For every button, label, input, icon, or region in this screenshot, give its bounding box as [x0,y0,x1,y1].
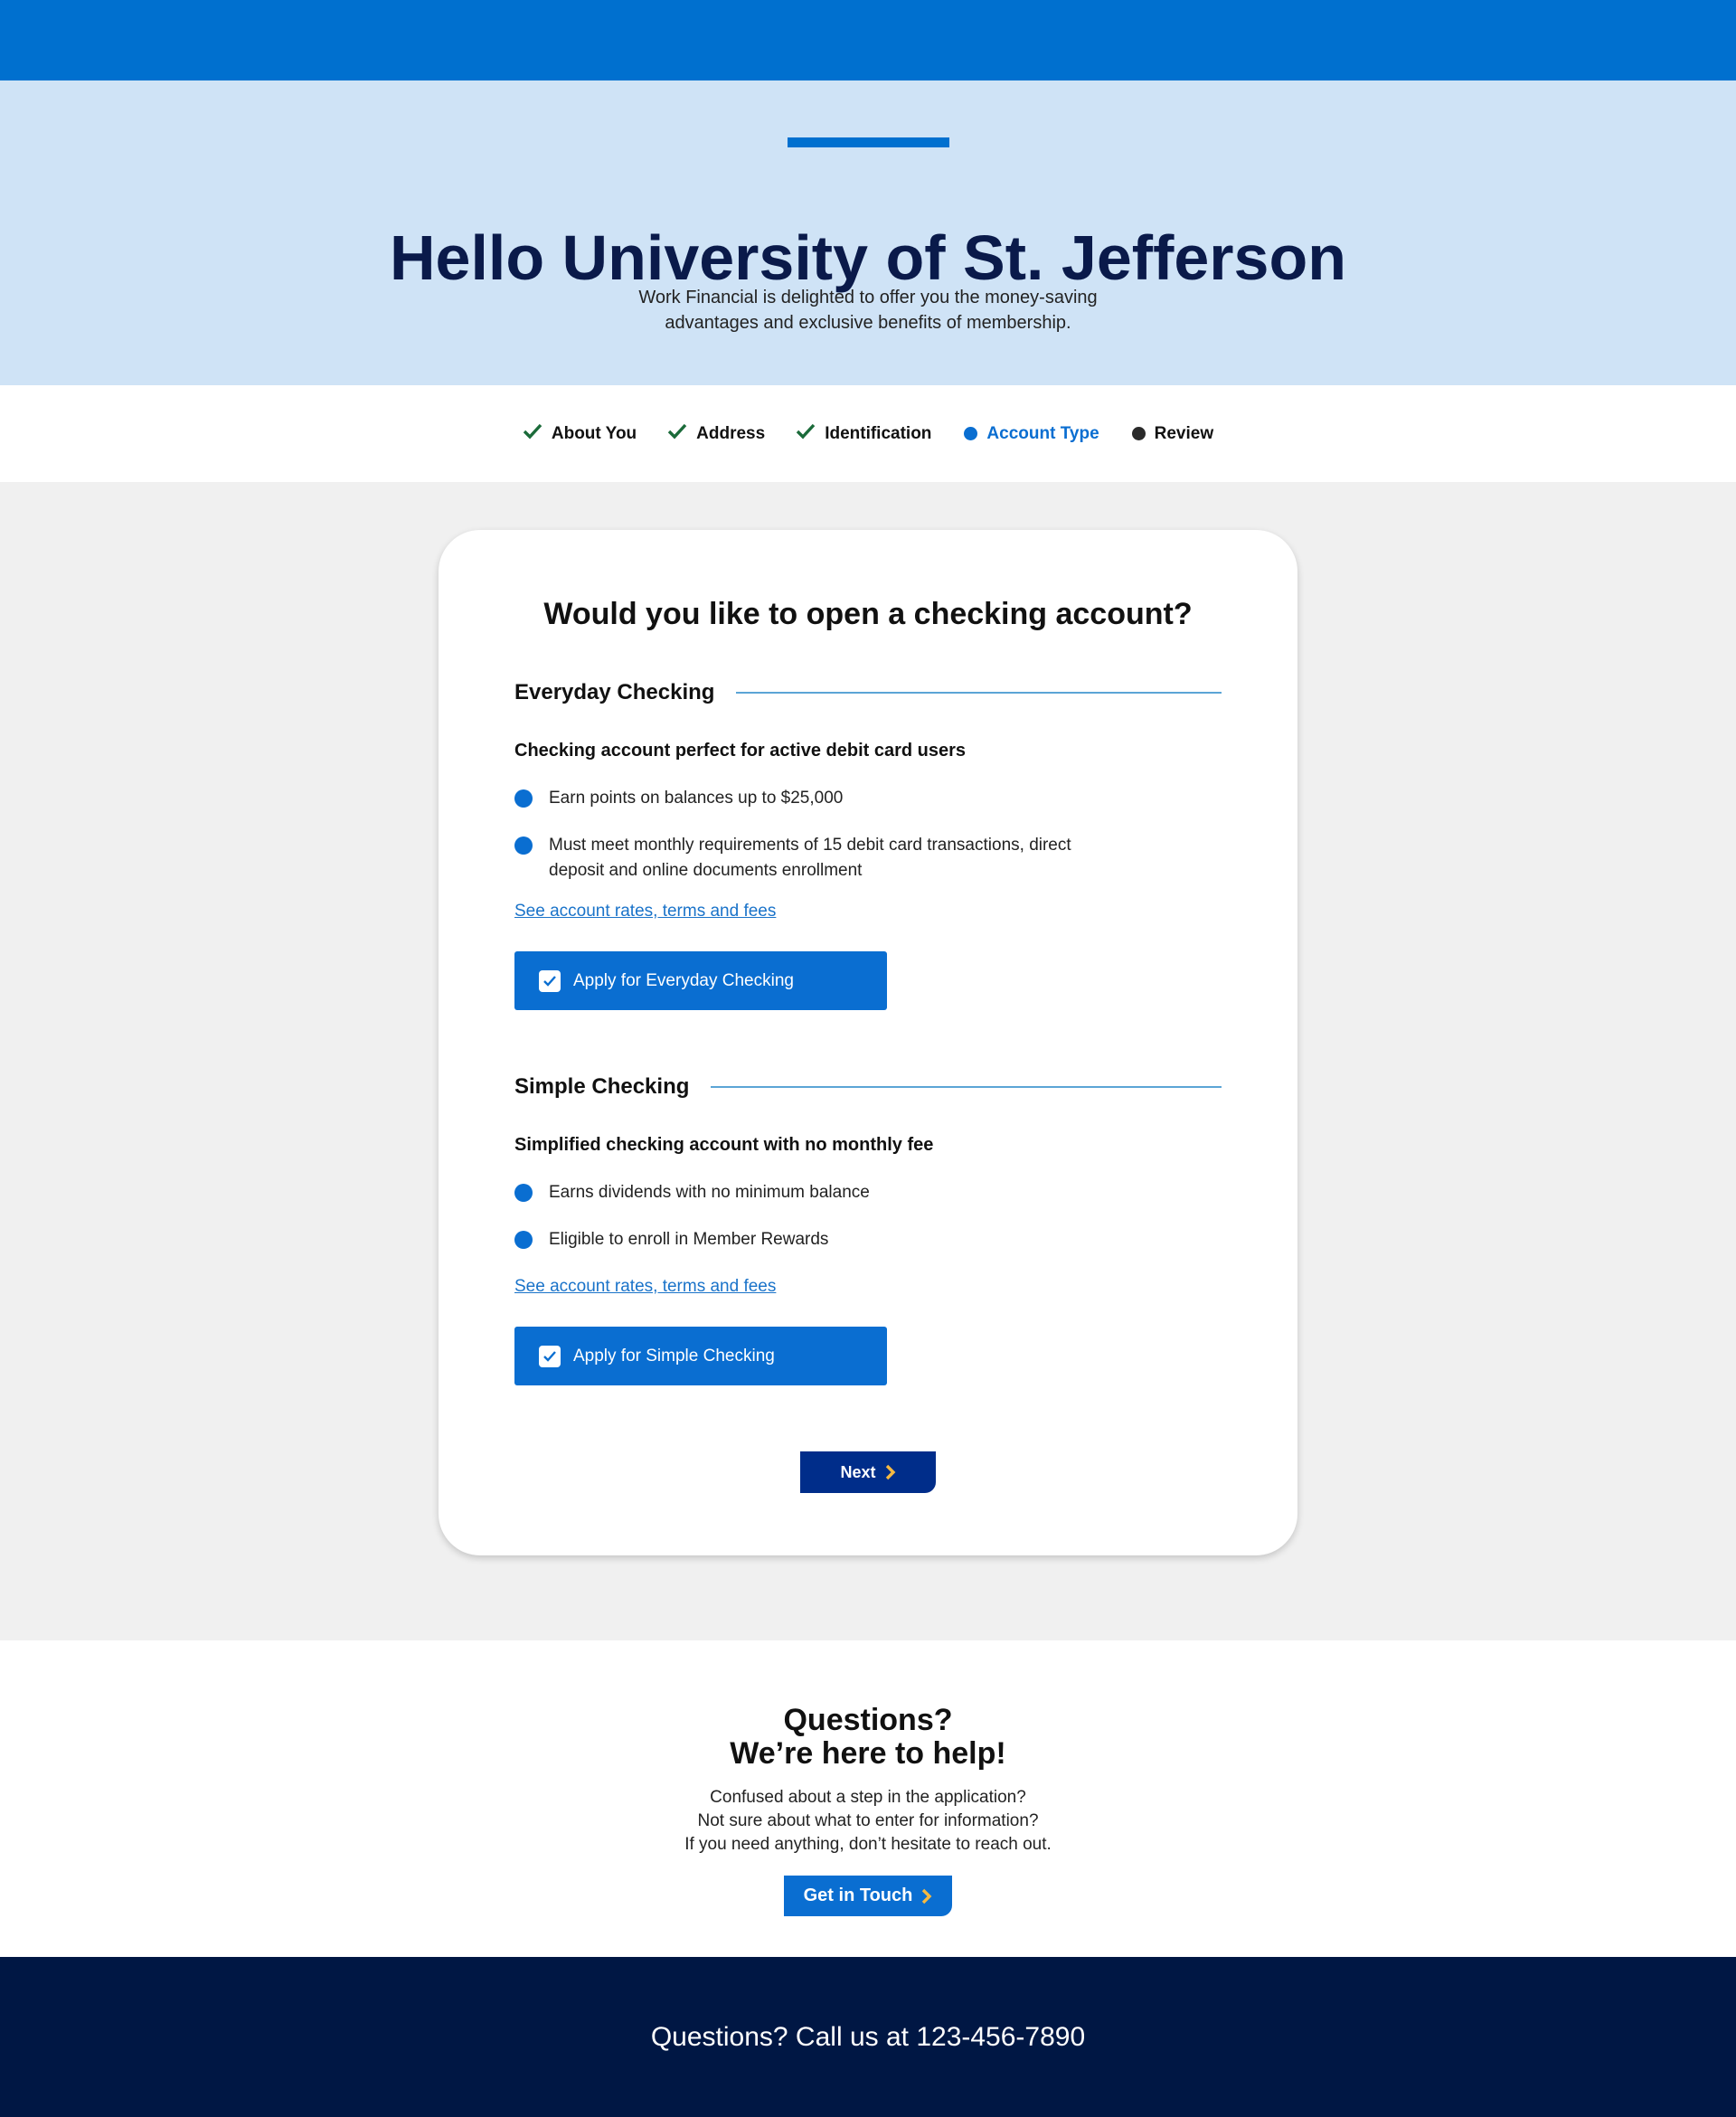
hero-subtitle-line: advantages and exclusive benefits of membership. [665,313,1071,333]
help-text-line: Not sure about what to enter for information? [697,1811,1039,1830]
next-button-label: Next [840,1462,876,1481]
apply-everyday-checking-button[interactable] [514,951,887,1010]
current-step-dot-icon [964,427,977,440]
footer-phone-text: Questions? Call us at 123-456-7890 [650,2021,1086,2052]
step-label: Identification [825,423,932,443]
get-in-touch-button[interactable] [784,1876,952,1916]
card-title: Would you like to open a checking account? [543,597,1193,631]
apply-simple-checking-button[interactable] [514,1327,887,1385]
everyday-checking-header [514,680,1222,705]
section-divider [711,1086,1222,1088]
help-title [0,1704,1736,1771]
step-identification[interactable] [796,423,931,445]
bullet-text: Must meet monthly requirements of 15 debit card transactions, direct deposit and online documents enrollment [549,836,1071,880]
pending-step-dot-icon [1132,427,1146,440]
step-label: Review [1154,423,1214,443]
account-description: Simplified checking account with no monthly fee [514,1135,934,1155]
step-review[interactable] [1132,424,1213,444]
account-description: Checking account perfect for active debit card users [514,741,967,761]
hero-subtitle-line: Work Financial is delighted to offer you the money-saving [638,288,1098,307]
chevron-right-icon [885,1464,896,1480]
bullet-dot-icon [514,1231,533,1249]
bullet-dot-icon [514,789,533,808]
feature-bullet [514,1227,1091,1252]
bullet-dot-icon [514,836,533,855]
chevron-right-icon [921,1888,932,1904]
section-title: Everyday Checking [514,680,715,704]
hero-accent-bar [788,137,949,147]
feature-bullet [514,1180,1091,1205]
footer [0,1957,1736,2117]
main-content [0,482,1736,1640]
page-title: Hello University of St. Jefferson [389,222,1347,293]
help-section [0,1640,1736,1957]
check-icon [667,423,687,445]
help-text [0,1786,1736,1857]
section-title: Simple Checking [514,1074,690,1099]
apply-button-label: Apply for Everyday Checking [573,970,794,990]
step-about-you[interactable] [523,423,637,445]
simple-rates-link[interactable]: See account rates, terms and fees [514,1277,777,1296]
everyday-rates-link[interactable]: See account rates, terms and fees [514,902,777,921]
bullet-text: Eligible to enroll in Member Rewards [549,1230,829,1249]
help-title-line: We’re here to help! [730,1736,1006,1771]
feature-bullet [514,833,1091,884]
get-in-touch-label: Get in Touch [803,1885,913,1905]
hero-banner [0,80,1736,385]
hero-subtitle [597,285,1139,336]
checkbox-checked-icon[interactable] [539,970,561,992]
next-button[interactable] [800,1451,936,1493]
step-label: Account Type [986,423,1099,443]
step-address[interactable] [667,423,765,445]
checkbox-checked-icon[interactable] [539,1346,561,1367]
check-icon [523,423,542,445]
step-label: Address [696,423,766,443]
help-text-line: Confused about a step in the application? [710,1788,1026,1807]
bullet-text: Earn points on balances up to $25,000 [549,789,844,808]
help-title-line: Questions? [783,1703,953,1737]
progress-steps [0,385,1736,482]
help-text-line: If you need anything, don’t hesitate to reach out. [684,1835,1052,1854]
account-type-card [439,530,1297,1555]
feature-bullet [514,786,1091,811]
step-label: About You [551,423,637,443]
check-icon [796,423,816,445]
top-bar [0,0,1736,80]
bullet-text: Earns dividends with no minimum balance [549,1183,870,1202]
step-account-type[interactable] [964,424,1099,444]
section-divider [736,692,1222,694]
apply-button-label: Apply for Simple Checking [573,1346,775,1366]
simple-checking-header [514,1074,1222,1100]
bullet-dot-icon [514,1184,533,1202]
